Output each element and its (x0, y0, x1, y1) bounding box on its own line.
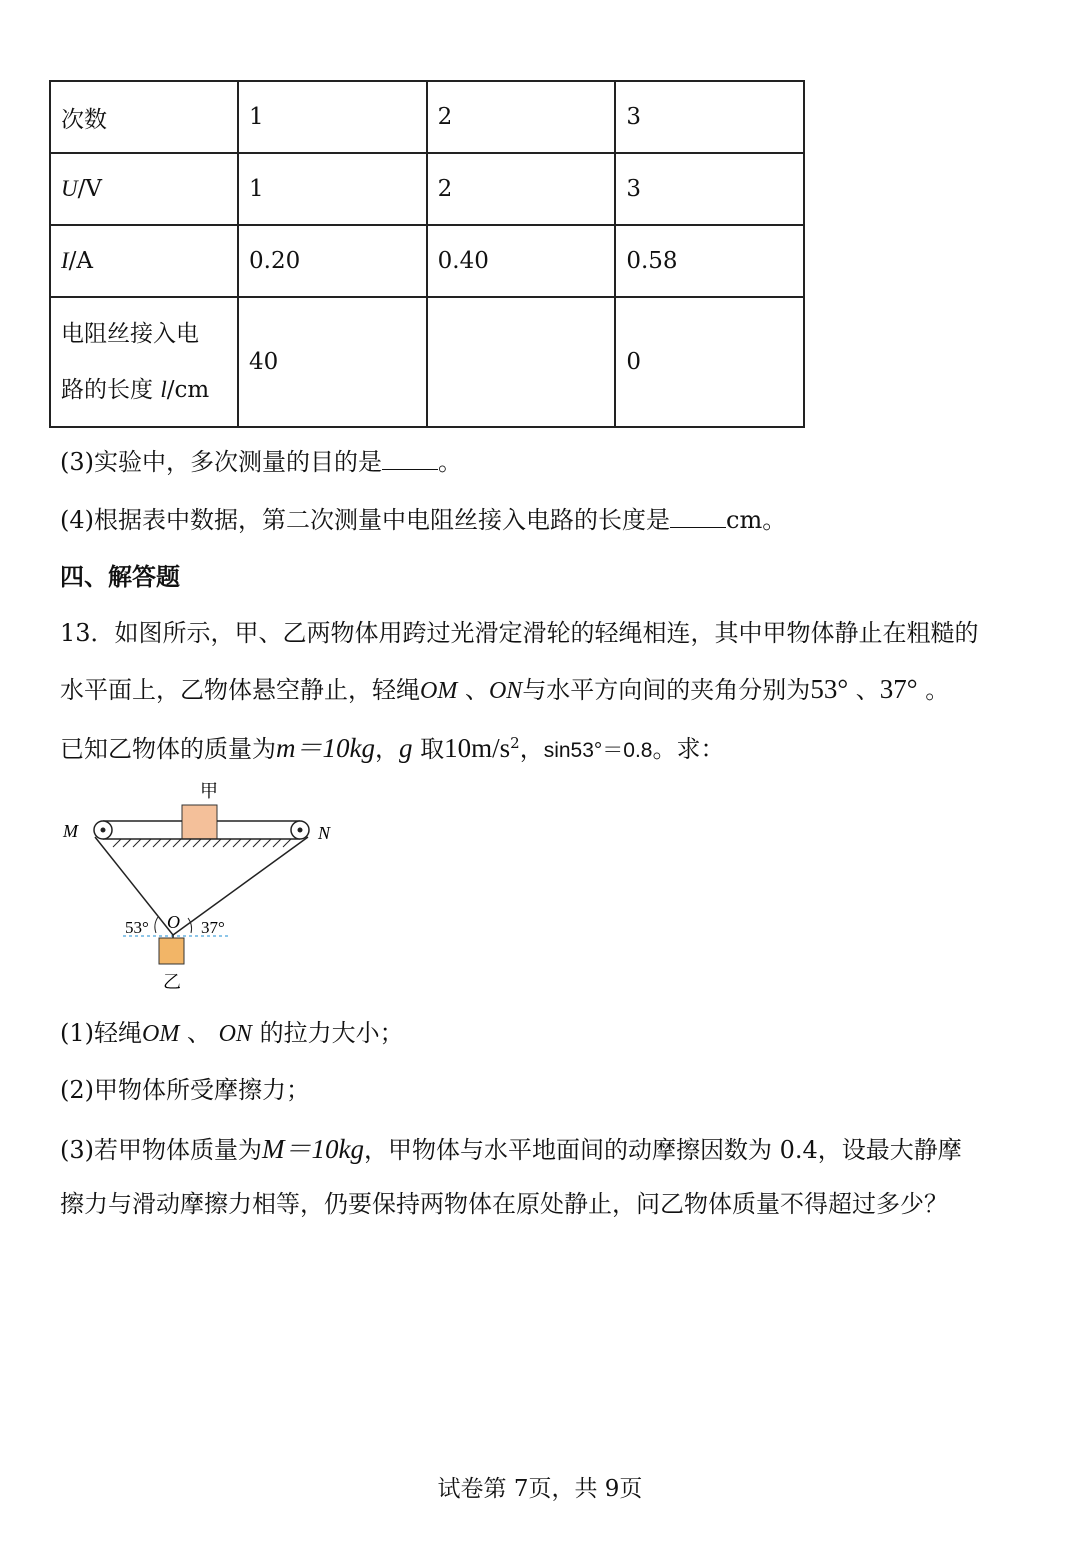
measurement-table (49, 80, 805, 428)
question-4-text: (4)根据表中数据，第二次测量中电阻丝接入电路的长度是 (60, 506, 670, 534)
sub-question-text: 的拉力大小； (251, 1019, 404, 1047)
g-variable: g (398, 733, 413, 763)
sub-question-text: ，甲物体与水平地面间的动摩擦因数为 0.4，设最大静摩 (363, 1136, 962, 1164)
sine-expression: sin53°＝0.8 (543, 739, 653, 762)
label-jia: 甲 (200, 781, 218, 802)
rope-on: ON (218, 1021, 252, 1047)
question-3 (60, 442, 462, 477)
g-exponent: 2 (510, 734, 520, 752)
sub-question-1 (60, 1013, 404, 1048)
question-4 (60, 500, 786, 535)
g-value: 10m/s (444, 733, 511, 763)
table-cell: 1 (238, 153, 427, 225)
length-unit: /cm (166, 377, 210, 403)
answer-blank[interactable] (670, 503, 726, 528)
angle-left-label: 53° (125, 918, 149, 937)
table-cell (50, 225, 238, 297)
question-4-tail: cm。 (726, 506, 787, 534)
ground-hatching (113, 839, 291, 847)
table-cell: 0 (615, 297, 804, 427)
mass-expression: m＝10kg (276, 733, 375, 763)
table-cell: 0.40 (427, 225, 616, 297)
pulley-diagram (55, 775, 355, 995)
table-cell (427, 297, 616, 427)
separator: 、 (179, 1019, 219, 1047)
rope-on-line (173, 837, 308, 935)
table-cell: 2 (427, 153, 616, 225)
section-heading: 四、解答题 (60, 562, 180, 591)
rope-om: OM (142, 1021, 180, 1047)
label-o: O (167, 912, 180, 932)
problem-13-line1: 13．如图所示，甲、乙两物体用跨过光滑定滑轮的轻绳相连，其中甲物体静止在粗糙的 (60, 619, 979, 647)
current-var: I (61, 248, 69, 273)
block-yi (159, 938, 184, 964)
table-cell (50, 297, 238, 427)
sub-question-3 (60, 1127, 962, 1166)
table-row (50, 297, 804, 427)
problem-13-text: 水平面上，乙物体悬空静止，轻绳 (60, 676, 420, 704)
voltage-unit: /V (77, 176, 102, 202)
table-row (50, 225, 804, 297)
answer-blank[interactable] (382, 445, 438, 470)
length-label-line1: 电阻丝接入电 (61, 321, 199, 347)
block-jia (182, 805, 217, 839)
table-cell (50, 153, 238, 225)
pulley-m-axle (101, 828, 106, 833)
table-cell: 次数 (50, 81, 238, 153)
table-row (50, 153, 804, 225)
question-3-text: (3)实验中，多次测量的目的是 (60, 448, 382, 476)
length-label-text: 路的长度 (61, 377, 161, 403)
table-cell: 0.58 (615, 225, 804, 297)
angle-arc-right (188, 918, 192, 933)
pulley-n-axle (298, 828, 303, 833)
problem-13-line2: 水平面上，乙物体悬空静止，轻绳OM 、ON与水平方向间的夹角分别为53° 、37° 。 (60, 674, 950, 704)
separator: 、 (457, 676, 489, 704)
angle-right-label: 37° (201, 918, 225, 937)
table-cell: 40 (238, 297, 427, 427)
table-cell: 2 (427, 81, 616, 153)
problem-13-text: 已知乙物体的质量为 (60, 735, 276, 763)
sub-question-2: (2)甲物体所受摩擦力； (60, 1076, 310, 1104)
table-cell: 1 (238, 81, 427, 153)
table-row (50, 81, 804, 153)
page-footer: 试卷第 7页，共 9页 (437, 1476, 643, 1502)
sub-question-text: (1)轻绳 (60, 1019, 142, 1047)
rope-on: ON (488, 678, 523, 704)
rope-om: OM (420, 678, 458, 704)
table-cell: 0.20 (238, 225, 427, 297)
sub-question-3-line2: 擦力与滑动摩擦力相等，仍要保持两物体在原处静止，问乙物体质量不得超过多少？ (60, 1190, 948, 1218)
angle-arc-left (155, 917, 158, 933)
sub-question-text: (3)若甲物体质量为 (60, 1136, 262, 1164)
problem-13-line3: 已知乙物体的质量为m＝10kg，g 取$10m/s^2$，sin53°＝0.8。求： (60, 733, 725, 763)
table-cell: 3 (615, 81, 804, 153)
problem-13-text: 取 (420, 735, 445, 763)
label-m: M (63, 821, 78, 841)
problem-13-text: 。求： (652, 735, 725, 763)
length-var: l (160, 377, 167, 402)
question-3-tail: 。 (438, 448, 462, 476)
problem-13-text: 与水平方向间的夹角分别为 (522, 676, 811, 704)
angle-37: 37° (879, 674, 918, 704)
current-unit: /A (68, 248, 94, 274)
label-yi: 乙 (163, 972, 181, 993)
label-n: N (318, 823, 331, 843)
table-cell: 3 (615, 153, 804, 225)
mass-expression: M＝10kg (262, 1134, 364, 1164)
angle-53: 53° (810, 674, 849, 704)
voltage-var: U (61, 176, 78, 201)
